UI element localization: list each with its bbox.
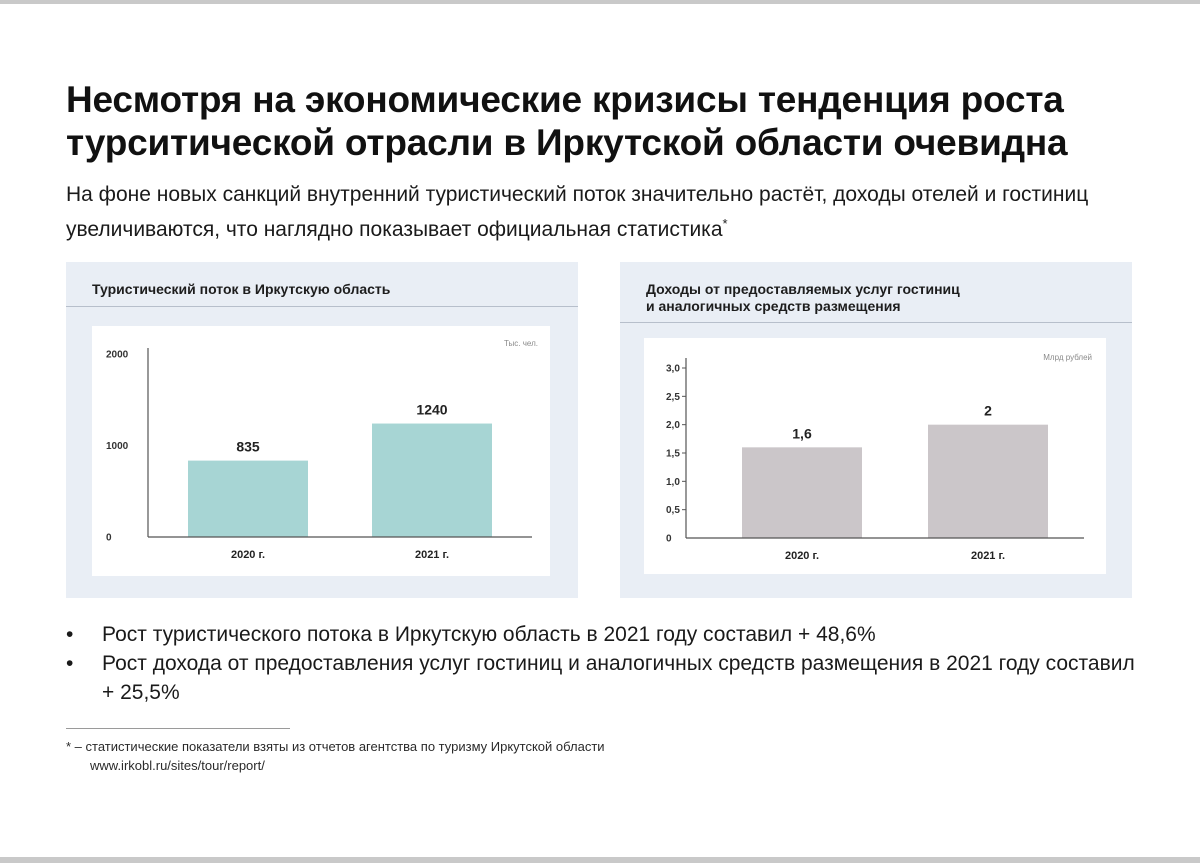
x-tick-label: 2021 г. bbox=[414, 549, 450, 561]
bar-value-label: 2 bbox=[984, 402, 992, 419]
tourist-flow-chart-title: Туристический поток в Иркутскую область bbox=[92, 281, 391, 297]
bar-2020 г. bbox=[742, 447, 862, 538]
bar-value-label: 835 bbox=[236, 438, 260, 455]
finding-tourist-flow bbox=[66, 620, 1146, 649]
bar-2020 г. bbox=[188, 461, 308, 537]
x-tick-label: 2021 г. bbox=[970, 550, 1006, 562]
finding-text: Рост туристического потока в Иркутскую область в 2021 году составил + 48,6% bbox=[102, 623, 876, 646]
footnote-divider bbox=[66, 728, 290, 729]
bottom-edge-strip bbox=[0, 857, 1200, 863]
footnote-source-link[interactable]: www.irkobl.ru/sites/tour/report/ bbox=[90, 758, 265, 773]
unit-label: Млрд рублей bbox=[1043, 353, 1092, 362]
top-edge-strip bbox=[0, 0, 1200, 4]
x-tick-label: 2020 г. bbox=[230, 549, 266, 561]
bar-value-label: 1,6 bbox=[792, 425, 812, 442]
y-tick-label: 2,5 bbox=[666, 391, 680, 403]
bullet-icon: • bbox=[66, 652, 74, 675]
page-title: Несмотря на экономические кризисы тенденция роста турситической отрасли в Иркутской области очевидна bbox=[66, 79, 1068, 163]
hotel-income-chart bbox=[644, 338, 1106, 574]
hotel-income-chart-title-line-1: Доходы от предоставляемых услуг гостиниц bbox=[646, 281, 960, 297]
bullet-icon: • bbox=[66, 623, 74, 646]
tourist-flow-chart bbox=[92, 326, 550, 576]
subtitle-footnote-mark: * bbox=[722, 216, 728, 231]
y-tick-label: 0 bbox=[666, 533, 672, 545]
panel-divider bbox=[66, 306, 578, 307]
bar-value-label: 1240 bbox=[416, 401, 448, 418]
finding-hotel-income bbox=[66, 649, 1146, 707]
y-tick-label: 1,5 bbox=[666, 448, 680, 460]
y-tick-label: 3,0 bbox=[666, 363, 680, 375]
bar-2021 г. bbox=[928, 425, 1048, 538]
footnote bbox=[66, 737, 966, 775]
tourist-flow-chart-area bbox=[92, 326, 550, 576]
y-tick-label: 0 bbox=[106, 532, 112, 544]
y-tick-label: 2,0 bbox=[666, 420, 680, 432]
y-tick-label: 2000 bbox=[106, 349, 129, 361]
hotel-income-chart-title-line-2: и аналогичных средств размещения bbox=[646, 298, 901, 314]
hotel-income-chart-title bbox=[646, 281, 960, 315]
panel-divider bbox=[620, 322, 1132, 323]
y-tick-label: 0,5 bbox=[666, 505, 680, 517]
bar-2021 г. bbox=[372, 424, 492, 537]
hotel-income-chart-area bbox=[644, 338, 1106, 574]
key-findings-list bbox=[66, 620, 1146, 707]
hotel-income-chart-panel bbox=[620, 262, 1132, 598]
subtitle-text: На фоне новых санкций внутренний туристический поток значительно растёт, доходы отелей и гостиниц увеличиваются, что наглядно показывает официальная статистика bbox=[66, 183, 1089, 241]
y-tick-label: 1,0 bbox=[666, 476, 680, 488]
unit-label: Тыс. чел. bbox=[504, 339, 538, 348]
x-tick-label: 2020 г. bbox=[784, 550, 820, 562]
tourist-flow-chart-panel bbox=[66, 262, 578, 598]
footnote-text: * – статистические показатели взяты из отчетов агентства по туризму Иркутской области bbox=[66, 739, 605, 754]
page-subtitle bbox=[66, 180, 1146, 244]
y-tick-label: 1000 bbox=[106, 441, 129, 452]
finding-text: Рост дохода от предоставления услуг гостиниц и аналогичных средств размещения в 2021 году составил + 25,5% bbox=[102, 652, 1135, 704]
